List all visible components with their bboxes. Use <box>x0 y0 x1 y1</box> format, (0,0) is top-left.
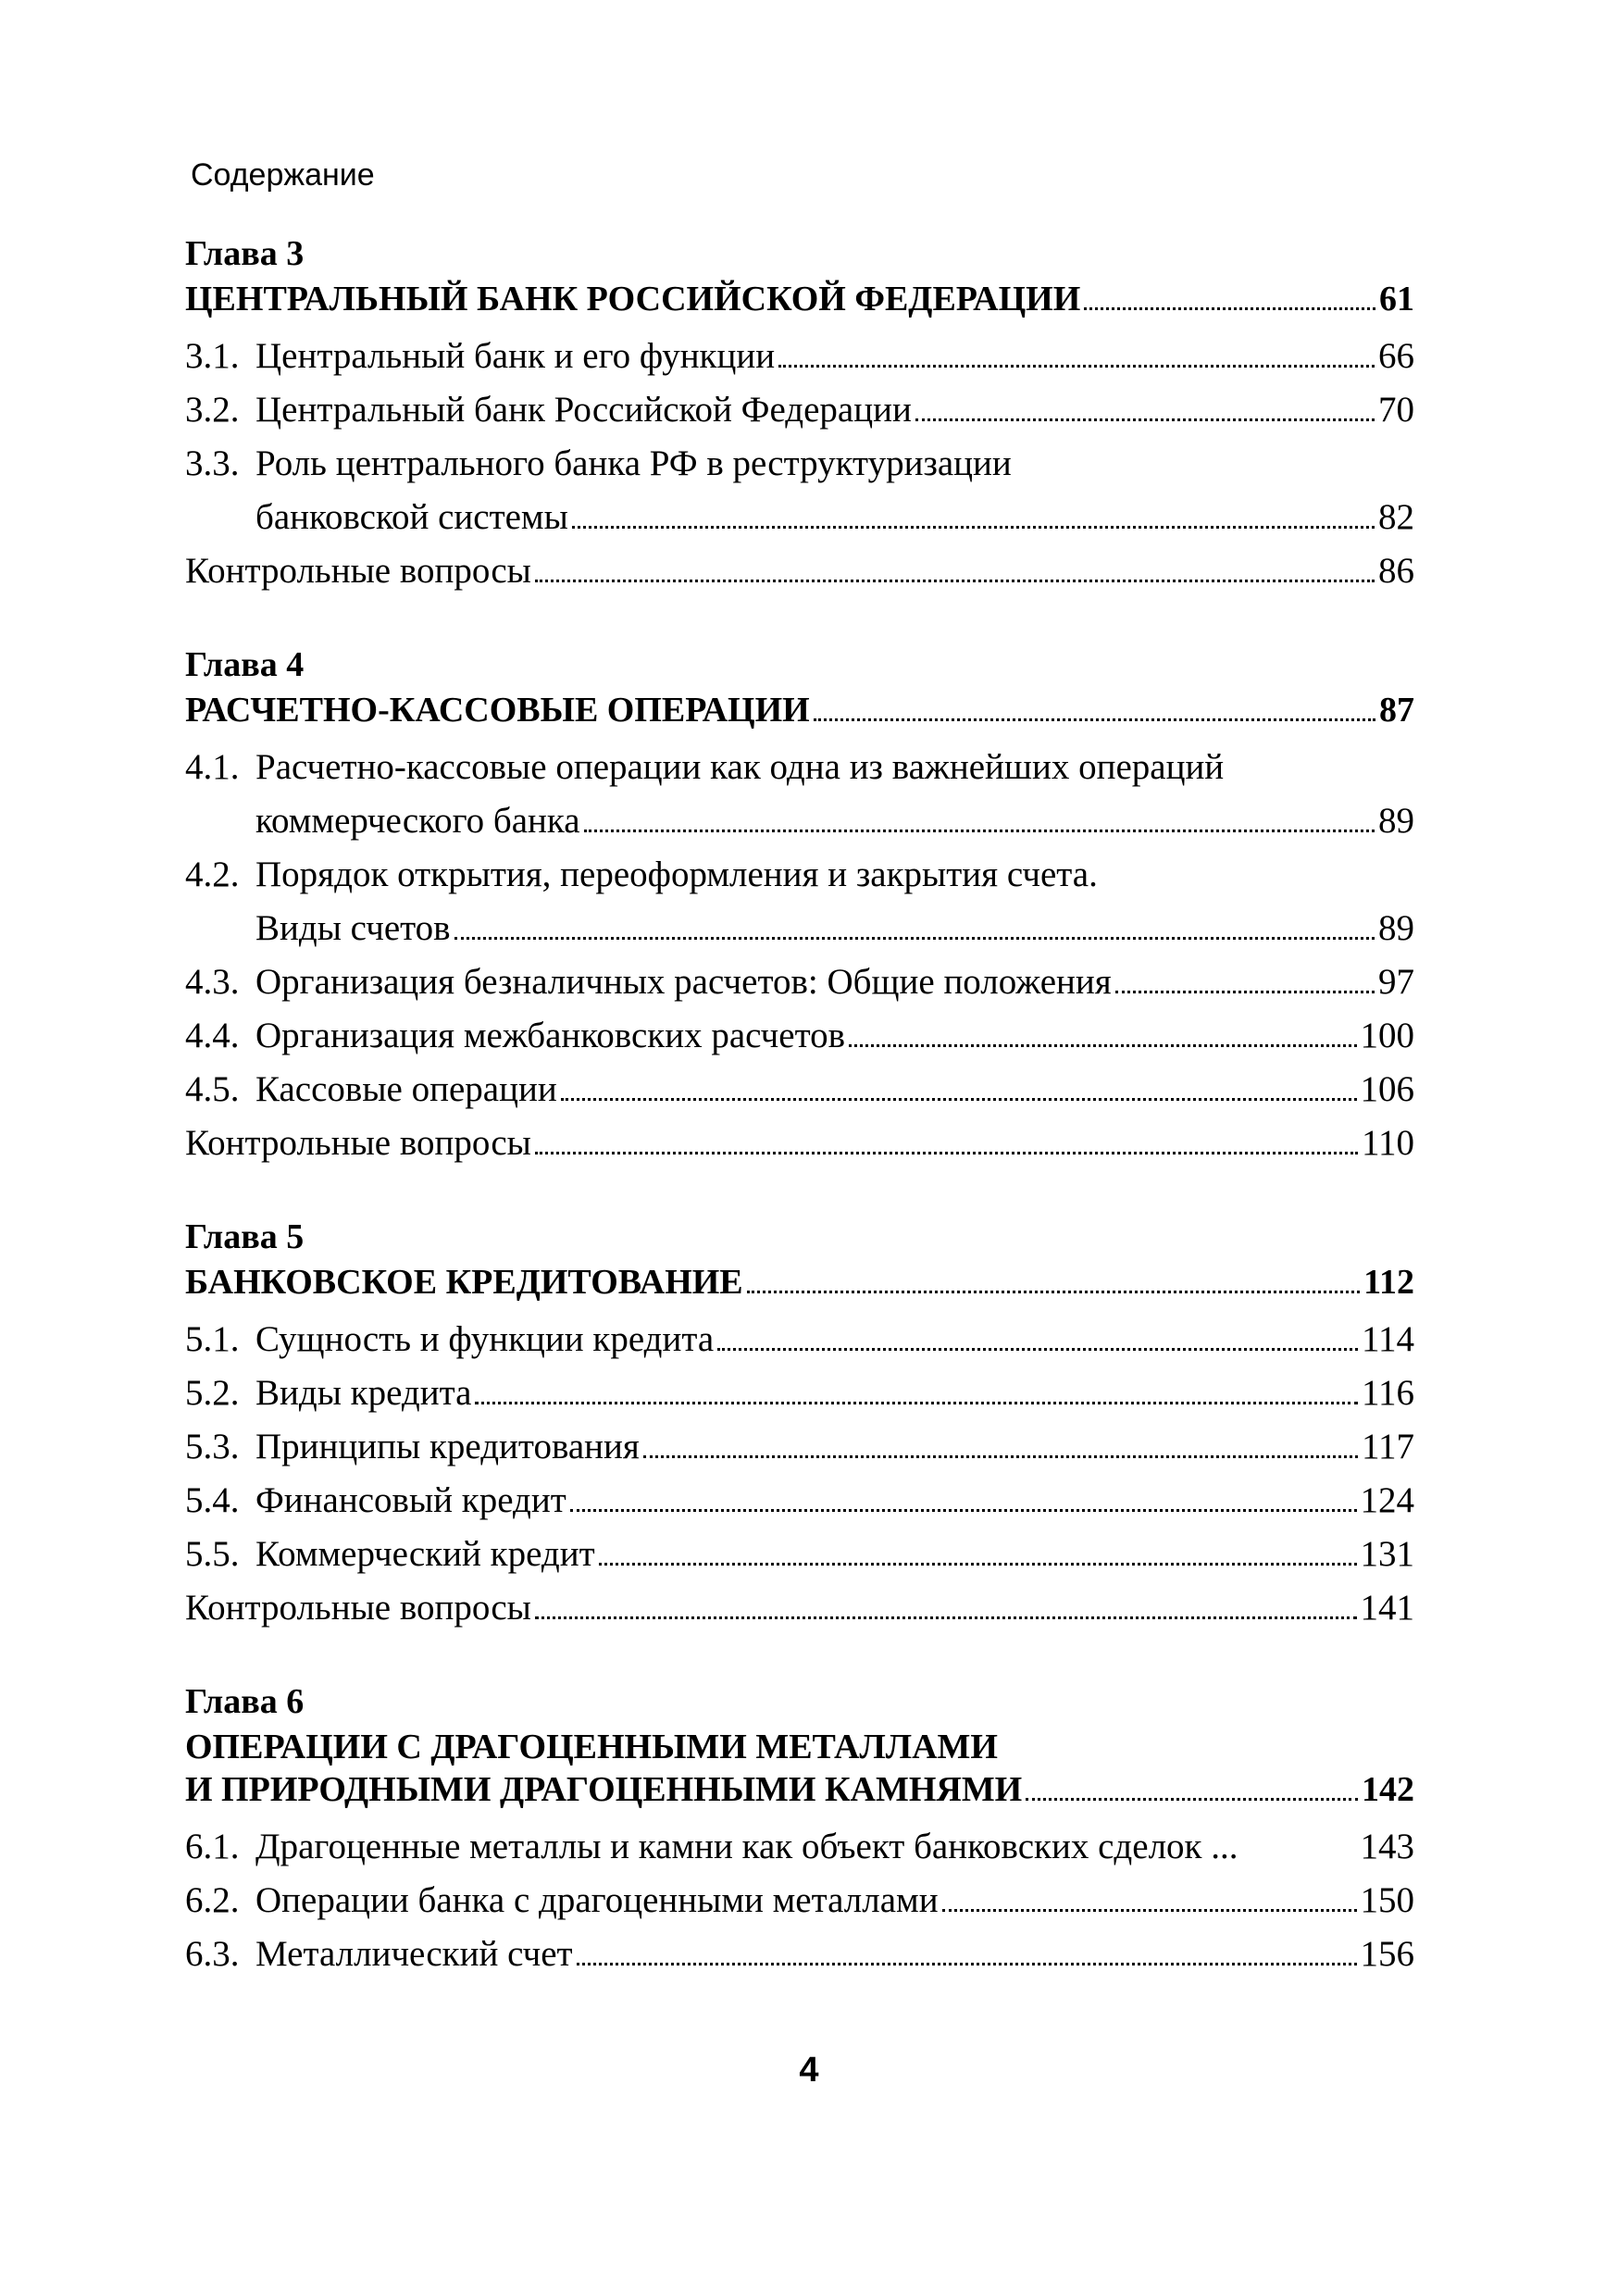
entry-page-number: 131 <box>1360 1534 1414 1574</box>
entry-page-number: 106 <box>1360 1069 1414 1109</box>
entry-number: 5.3. <box>185 1427 240 1466</box>
entry-page-number: 150 <box>1360 1880 1414 1920</box>
dot-leader <box>915 418 1375 421</box>
chapter-page-number: 61 <box>1379 280 1414 318</box>
toc-entry <box>185 1581 1414 1635</box>
entry-number: 5.2. <box>185 1373 240 1413</box>
dot-leader <box>778 365 1375 368</box>
chapter-page-number: 142 <box>1362 1770 1414 1809</box>
entry-title: Сущность и функции кредита <box>255 1319 715 1359</box>
dot-leader <box>814 718 1375 721</box>
entry-title: Принципы кредитования <box>255 1427 640 1466</box>
entry-title: Центральный банк и его функции <box>255 336 776 376</box>
dot-leader <box>572 526 1375 529</box>
dot-leader <box>599 1563 1357 1566</box>
toc-entry <box>185 383 1414 437</box>
dot-leader <box>570 1509 1357 1512</box>
entry-number: 3.1. <box>185 336 240 376</box>
entry-title: Виды кредита <box>255 1373 472 1413</box>
entry-number: 5.5. <box>185 1534 240 1574</box>
toc-entry <box>185 1420 1414 1474</box>
entry-number: 6.3. <box>185 1934 240 1974</box>
chapter-title <box>185 689 1414 731</box>
dot-leader <box>849 1044 1356 1047</box>
dot-leader <box>1026 1798 1358 1801</box>
chapter-section <box>185 646 1414 1170</box>
entry-page-number: 100 <box>1360 1016 1414 1055</box>
toc-entry <box>185 1366 1414 1420</box>
entry-page-number: 89 <box>1378 801 1414 841</box>
entry-title: Контрольные вопросы <box>185 1123 531 1163</box>
dot-leader <box>561 1098 1357 1101</box>
chapter-title-text: И ПРИРОДНЫМИ ДРАГОЦЕННЫМИ КАМНЯМИ <box>185 1770 1023 1809</box>
entry-page-number: 66 <box>1378 336 1414 376</box>
chapter-title-line: ОПЕРАЦИИ С ДРАГОЦЕННЫМИ МЕТАЛЛАМИ <box>185 1728 998 1766</box>
entry-page-number: 156 <box>1360 1934 1414 1974</box>
toc-entry <box>185 1063 1414 1117</box>
table-of-contents <box>185 157 1414 2029</box>
chapter-section <box>185 1683 1414 1981</box>
entry-title: Металлический счет <box>255 1934 573 1974</box>
entry-title: Порядок открытия, переоформления и закрытия счета. <box>255 855 1098 894</box>
dot-leader <box>717 1348 1358 1351</box>
entry-page-number: 117 <box>1361 1427 1414 1466</box>
entry-number: 4.4. <box>185 1016 240 1055</box>
entry-title: Кассовые операции <box>255 1069 557 1109</box>
dot-leader <box>454 937 1375 940</box>
dot-leader <box>577 1963 1357 1965</box>
entry-page-number: 116 <box>1361 1373 1414 1413</box>
entry-page-number: 89 <box>1378 908 1414 948</box>
entry-number: 4.2. <box>185 855 240 894</box>
dot-leader <box>475 1402 1357 1404</box>
entry-title: Контрольные вопросы <box>185 551 531 591</box>
toc-entry <box>185 794 1414 848</box>
entry-page-number: 86 <box>1378 551 1414 591</box>
entry-number: 4.3. <box>185 962 240 1002</box>
entry-title: Расчетно-кассовые операции как одна из важнейших операций <box>255 747 1225 787</box>
toc-entry <box>185 1117 1414 1170</box>
entry-number: 4.5. <box>185 1069 240 1109</box>
toc-entry <box>185 902 1414 955</box>
entry-title: Организация безналичных расчетов: Общие положения <box>255 962 1112 1002</box>
entry-page-number: 124 <box>1360 1480 1414 1520</box>
toc-entry-first-line <box>185 741 1414 794</box>
chapter-title-text: ЦЕНТРАЛЬНЫЙ БАНК РОССИЙСКОЙ ФЕДЕРАЦИИ <box>185 280 1081 318</box>
entry-title: Организация межбанковских расчетов <box>255 1016 846 1055</box>
chapter-label: Глава 3 <box>185 234 305 273</box>
entry-page-number: 70 <box>1378 390 1414 430</box>
dot-leader <box>747 1291 1360 1293</box>
entry-number: 4.1. <box>185 747 240 787</box>
entry-title: Операции банка с драгоценными металлами <box>255 1880 939 1920</box>
toc-entry <box>185 1474 1414 1528</box>
dot-leader <box>643 1455 1358 1458</box>
toc-entry <box>185 1928 1414 1981</box>
entry-page-number: 143 <box>1360 1827 1414 1866</box>
entry-number: 6.2. <box>185 1880 240 1920</box>
dot-leader <box>1115 991 1375 993</box>
toc-entry <box>185 1009 1414 1063</box>
entry-number: 3.2. <box>185 390 240 430</box>
chapter-title-text: РАСЧЕТНО-КАССОВЫЕ ОПЕРАЦИИ <box>185 691 810 730</box>
entry-number: 5.1. <box>185 1319 240 1359</box>
entry-title: Драгоценные металлы и камни как объект банковских сделок ... <box>255 1827 1238 1866</box>
running-header: Содержание <box>191 157 375 193</box>
toc-entry-first-line <box>185 437 1414 491</box>
dot-leader <box>535 580 1375 582</box>
chapter-label: Глава 6 <box>185 1682 305 1721</box>
chapter-page-number: 112 <box>1363 1263 1414 1302</box>
toc-entry <box>185 1874 1414 1928</box>
chapter-title <box>185 1768 1414 1811</box>
entry-page-number: 110 <box>1361 1123 1414 1163</box>
chapter-label: Глава 5 <box>185 1217 305 1256</box>
entry-number: 3.3. <box>185 443 240 483</box>
toc-entry <box>185 330 1414 383</box>
toc-entry <box>185 955 1414 1009</box>
dot-leader <box>535 1616 1357 1619</box>
entry-title: Роль центрального банка РФ в реструктуризации <box>255 443 1012 483</box>
toc-entry-first-line <box>185 848 1414 902</box>
chapter-section <box>185 1218 1414 1635</box>
toc-entry <box>185 1528 1414 1581</box>
entry-page-number: 114 <box>1361 1319 1414 1359</box>
entry-title-continued: банковской системы <box>255 497 568 537</box>
dot-leader <box>1084 307 1375 310</box>
dot-leader <box>942 1909 1357 1912</box>
dot-leader <box>584 830 1375 832</box>
entry-title: Контрольные вопросы <box>185 1588 531 1628</box>
toc-entry <box>185 491 1414 544</box>
chapter-title <box>185 1261 1414 1304</box>
chapter-title-text: БАНКОВСКОЕ КРЕДИТОВАНИЕ <box>185 1263 743 1302</box>
entry-number: 6.1. <box>185 1827 240 1866</box>
toc-entry <box>185 1820 1414 1874</box>
dot-leader <box>535 1152 1358 1154</box>
entry-title: Финансовый кредит <box>255 1480 566 1520</box>
entry-title: Коммерческий кредит <box>255 1534 595 1574</box>
entry-page-number: 141 <box>1360 1588 1414 1628</box>
page-number: 4 <box>799 2051 819 2090</box>
toc-entry <box>185 1313 1414 1366</box>
entry-title: Центральный банк Российской Федерации <box>255 390 912 430</box>
toc-body <box>185 235 1414 1981</box>
entry-title-continued: Виды счетов <box>255 908 451 948</box>
chapter-title <box>185 278 1414 320</box>
chapter-page-number: 87 <box>1379 691 1414 730</box>
toc-entry <box>185 544 1414 598</box>
entry-title-continued: коммерческого банка <box>255 801 580 841</box>
entry-page-number: 82 <box>1378 497 1414 537</box>
entry-number: 5.4. <box>185 1480 240 1520</box>
entry-page-number: 97 <box>1378 962 1414 1002</box>
chapter-label: Глава 4 <box>185 645 305 684</box>
chapter-section <box>185 235 1414 598</box>
